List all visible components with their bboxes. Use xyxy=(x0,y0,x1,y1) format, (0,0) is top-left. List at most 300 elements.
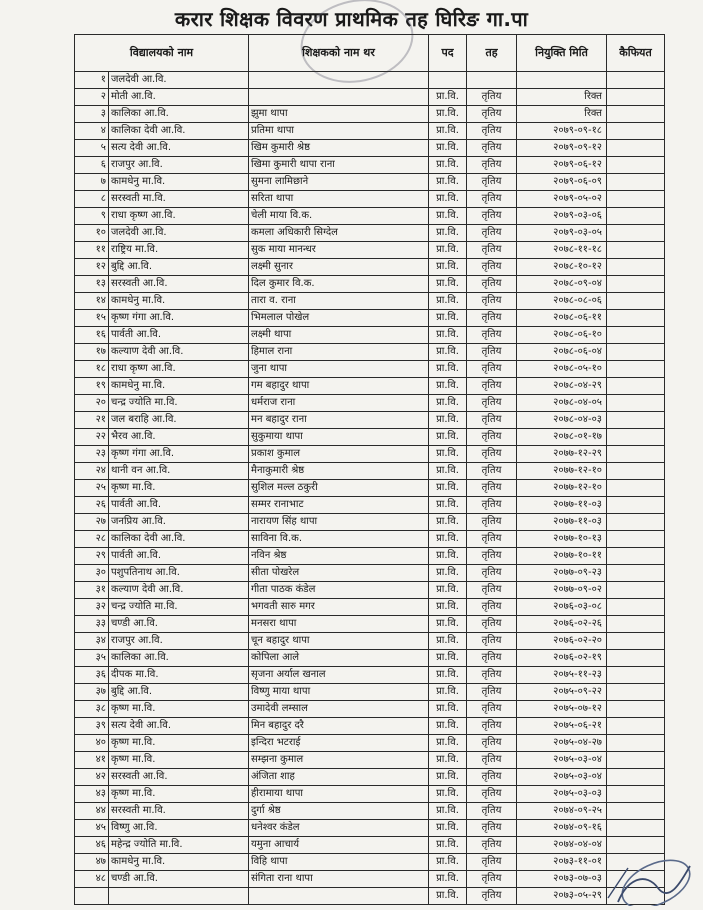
header-teacher: शिक्षकको नाम थर xyxy=(249,35,429,72)
level: तृतिय xyxy=(467,259,517,276)
school-name: कामधेनु मा.वि. xyxy=(109,854,249,871)
table-row xyxy=(75,72,665,89)
appointment-date: २०७७-०९-०२ xyxy=(517,582,607,599)
row-number: ३४ xyxy=(75,633,109,650)
appointment-date: २०७७-०९-२३ xyxy=(517,565,607,582)
school-name: कालिका आ.वि. xyxy=(109,106,249,123)
table-row xyxy=(75,225,665,242)
table-row xyxy=(75,769,665,786)
table-row xyxy=(75,599,665,616)
school-name: कल्याण देवी आ.वि. xyxy=(109,582,249,599)
table-row xyxy=(75,565,665,582)
remark xyxy=(607,327,665,344)
school-name: महेन्द्र ज्योति मा.वि. xyxy=(109,837,249,854)
header-school: विद्यालयको नाम xyxy=(75,35,249,72)
appointment-date: २०७७-११-०३ xyxy=(517,514,607,531)
post: प्रा.वि. xyxy=(429,157,467,174)
teacher-name: संगिता राना थापा xyxy=(249,871,429,888)
row-number: २७ xyxy=(75,514,109,531)
appointment-date: २०७४-०९-२५ xyxy=(517,803,607,820)
post: प्रा.वि. xyxy=(429,803,467,820)
remark xyxy=(607,769,665,786)
table-row xyxy=(75,344,665,361)
remark xyxy=(607,667,665,684)
level: तृतिय xyxy=(467,106,517,123)
level: तृतिय xyxy=(467,157,517,174)
remark xyxy=(607,259,665,276)
post: प्रा.वि. xyxy=(429,667,467,684)
appointment-date: २०७६-०३-०८ xyxy=(517,599,607,616)
school-name: पशुपतिनाथ आ.वि. xyxy=(109,565,249,582)
school-name: कृष्ण मा.वि. xyxy=(109,752,249,769)
school-name: कामधेनु मा.वि. xyxy=(109,378,249,395)
remark xyxy=(607,446,665,463)
row-number: २५ xyxy=(75,480,109,497)
appointment-date: २०७८-०४-२९ xyxy=(517,378,607,395)
level: तृतिय xyxy=(467,123,517,140)
post: प्रा.वि. xyxy=(429,293,467,310)
row-number: ३९ xyxy=(75,718,109,735)
level: तृतिय xyxy=(467,480,517,497)
school-name: बुद्दि आ.वि. xyxy=(109,259,249,276)
remark xyxy=(607,191,665,208)
level: तृतिय xyxy=(467,548,517,565)
table-row xyxy=(75,140,665,157)
teacher-name: झुमा थापा xyxy=(249,106,429,123)
table-row xyxy=(75,548,665,565)
table-row xyxy=(75,837,665,854)
school-name: राष्ट्रिय मा.वि. xyxy=(109,242,249,259)
post: प्रा.वि. xyxy=(429,191,467,208)
post: प्रा.वि. xyxy=(429,123,467,140)
post: प्रा.वि. xyxy=(429,242,467,259)
level: तृतिय xyxy=(467,412,517,429)
post: प्रा.वि. xyxy=(429,837,467,854)
school-name: कृष्ण मा.वि. xyxy=(109,735,249,752)
teacher-name: लक्ष्मी सुनार xyxy=(249,259,429,276)
row-number: १३ xyxy=(75,276,109,293)
row-number: १९ xyxy=(75,378,109,395)
appointment-date: २०७५-०६-२१ xyxy=(517,718,607,735)
remark xyxy=(607,633,665,650)
post: प्रा.वि. xyxy=(429,599,467,616)
teacher-name: धर्मराज राना xyxy=(249,395,429,412)
remark xyxy=(607,106,665,123)
school-name: बुद्दि आ.वि. xyxy=(109,684,249,701)
teacher-name: लक्ष्मी थापा xyxy=(249,327,429,344)
level: तृतिय xyxy=(467,191,517,208)
table-row xyxy=(75,310,665,327)
table-row xyxy=(75,803,665,820)
post: प्रा.वि. xyxy=(429,633,467,650)
level: तृतिय xyxy=(467,531,517,548)
remark xyxy=(607,140,665,157)
row-number: ३८ xyxy=(75,701,109,718)
row-number xyxy=(75,888,109,905)
school-name: विष्णु आ.वि. xyxy=(109,820,249,837)
level: तृतिय xyxy=(467,582,517,599)
row-number: ३७ xyxy=(75,684,109,701)
post: प्रा.वि. xyxy=(429,718,467,735)
row-number: १७ xyxy=(75,344,109,361)
table-row xyxy=(75,242,665,259)
appointment-date: २०७५-०३-०३ xyxy=(517,786,607,803)
level: तृतिय xyxy=(467,718,517,735)
school-name: चण्डी आ.वि. xyxy=(109,616,249,633)
row-number: २ xyxy=(75,89,109,106)
row-number: १६ xyxy=(75,327,109,344)
remark xyxy=(607,395,665,412)
remark xyxy=(607,888,665,905)
table-row xyxy=(75,497,665,514)
table-row xyxy=(75,531,665,548)
table-row xyxy=(75,718,665,735)
appointment-date: २०७८-०९-०४ xyxy=(517,276,607,293)
row-number: ६ xyxy=(75,157,109,174)
post: प्रा.वि. xyxy=(429,888,467,905)
teacher-name: उमादेवी लम्साल xyxy=(249,701,429,718)
level: तृतिय xyxy=(467,242,517,259)
header-post: पद xyxy=(429,35,467,72)
remark xyxy=(607,531,665,548)
school-name: मोती आ.वि. xyxy=(109,89,249,106)
level xyxy=(467,72,517,89)
appointment-date: २०७५-११-२३ xyxy=(517,667,607,684)
row-number: २८ xyxy=(75,531,109,548)
row-number: ३१ xyxy=(75,582,109,599)
teacher-name: इन्दिरा भटराई xyxy=(249,735,429,752)
post: प्रा.वि. xyxy=(429,820,467,837)
row-number: ४६ xyxy=(75,837,109,854)
table-row xyxy=(75,735,665,752)
teacher-name: सुक माया मानन्धर xyxy=(249,242,429,259)
school-name: सरस्वती मा.वि. xyxy=(109,191,249,208)
appointment-date: २०७८-०६-१० xyxy=(517,327,607,344)
table-row xyxy=(75,208,665,225)
table-row xyxy=(75,701,665,718)
appointment-date: २०७४-०९-१६ xyxy=(517,820,607,837)
remark xyxy=(607,480,665,497)
level: तृतिय xyxy=(467,854,517,871)
appointment-date: २०७९-०३-०५ xyxy=(517,225,607,242)
teacher-name: सीता पोखरेल xyxy=(249,565,429,582)
level: तृतिय xyxy=(467,786,517,803)
appointment-date: २०७८-०६-०४ xyxy=(517,344,607,361)
level: तृतिय xyxy=(467,735,517,752)
remark xyxy=(607,344,665,361)
remark xyxy=(607,854,665,871)
table-row xyxy=(75,667,665,684)
level: तृतिय xyxy=(467,514,517,531)
row-number: ४३ xyxy=(75,786,109,803)
row-number: २४ xyxy=(75,463,109,480)
teacher-name: चून बहादुर थापा xyxy=(249,633,429,650)
school-name: राजपुर आ.वि. xyxy=(109,633,249,650)
header-level: तह xyxy=(467,35,517,72)
row-number: २६ xyxy=(75,497,109,514)
appointment-date: २०७६-०२-२६ xyxy=(517,616,607,633)
teacher-name: अंजिता शाह xyxy=(249,769,429,786)
school-name: सरस्वती आ.वि. xyxy=(109,276,249,293)
level: तृतिय xyxy=(467,633,517,650)
remark xyxy=(607,72,665,89)
table-row xyxy=(75,633,665,650)
school-name: कल्याण देवी आ.वि. xyxy=(109,344,249,361)
row-number: १४ xyxy=(75,293,109,310)
appointment-date: रिक्त xyxy=(517,89,607,106)
remark xyxy=(607,157,665,174)
school-name: पार्वती आ.वि. xyxy=(109,327,249,344)
row-number: २१ xyxy=(75,412,109,429)
row-number: ३ xyxy=(75,106,109,123)
post: प्रा.वि. xyxy=(429,854,467,871)
appointment-date: २०७९-०५-०२ xyxy=(517,191,607,208)
row-number: ३५ xyxy=(75,650,109,667)
level: तृतिय xyxy=(467,463,517,480)
table-row xyxy=(75,157,665,174)
teacher-name: भगवती सारु मगर xyxy=(249,599,429,616)
appointment-date: २०७९-०९-१२ xyxy=(517,140,607,157)
table-row xyxy=(75,871,665,888)
post: प्रा.वि. xyxy=(429,310,467,327)
level: तृतिय xyxy=(467,378,517,395)
table-row xyxy=(75,327,665,344)
post: प्रा.वि. xyxy=(429,752,467,769)
school-name: कृष्ण मा.वि. xyxy=(109,786,249,803)
appointment-date: २०७९-०६-१२ xyxy=(517,157,607,174)
table-row xyxy=(75,480,665,497)
remark xyxy=(607,293,665,310)
post: प्रा.वि. xyxy=(429,684,467,701)
post: प्रा.वि. xyxy=(429,429,467,446)
level: तृतिय xyxy=(467,293,517,310)
teacher-name: सुमना लामिछाने xyxy=(249,174,429,191)
level: तृतिय xyxy=(467,667,517,684)
appointment-date: २०७८-०१-१७ xyxy=(517,429,607,446)
appointment-date: रिक्त xyxy=(517,106,607,123)
appointment-date: २०७५-०९-२२ xyxy=(517,684,607,701)
school-name: चण्डी आ.वि. xyxy=(109,871,249,888)
remark xyxy=(607,123,665,140)
row-number: ९ xyxy=(75,208,109,225)
remark xyxy=(607,208,665,225)
school-name xyxy=(109,888,249,905)
post xyxy=(429,72,467,89)
level: तृतिय xyxy=(467,310,517,327)
teacher-name: मनसरा थापा xyxy=(249,616,429,633)
remark xyxy=(607,684,665,701)
teacher-name: मन बहादुर राना xyxy=(249,412,429,429)
school-name: कामधेनु मा.वि. xyxy=(109,293,249,310)
post: प्रा.वि. xyxy=(429,276,467,293)
post: प्रा.वि. xyxy=(429,378,467,395)
level: तृतिय xyxy=(467,327,517,344)
row-number: १० xyxy=(75,225,109,242)
appointment-date: २०७६-०२-१९ xyxy=(517,650,607,667)
teacher-name xyxy=(249,888,429,905)
level: तृतिय xyxy=(467,344,517,361)
school-name: थानी वन आ.वि. xyxy=(109,463,249,480)
remark xyxy=(607,837,665,854)
teacher-name: भिमलाल पोखेल xyxy=(249,310,429,327)
level: तृतिय xyxy=(467,803,517,820)
post: प्रा.वि. xyxy=(429,735,467,752)
level: तृतिय xyxy=(467,225,517,242)
post: प्रा.वि. xyxy=(429,582,467,599)
remark xyxy=(607,786,665,803)
row-number: २९ xyxy=(75,548,109,565)
post: प्रा.वि. xyxy=(429,565,467,582)
teacher-name: सम्मर रानाभाट xyxy=(249,497,429,514)
post: प्रा.वि. xyxy=(429,786,467,803)
appointment-date: २०७५-०४-२७ xyxy=(517,735,607,752)
level: तृतिय xyxy=(467,174,517,191)
post: प्रा.वि. xyxy=(429,548,467,565)
post: प्रा.वि. xyxy=(429,412,467,429)
teacher-name: गम बहादुर थापा xyxy=(249,378,429,395)
remark xyxy=(607,89,665,106)
level: तृतिय xyxy=(467,565,517,582)
appointment-date: २०७५-०३-०४ xyxy=(517,769,607,786)
level: तृतिय xyxy=(467,650,517,667)
page-title: करार शिक्षक विवरण प्राथमिक तह घिरिङ गा.पा xyxy=(174,7,529,31)
teacher-name: जुना थापा xyxy=(249,361,429,378)
row-number: ४८ xyxy=(75,871,109,888)
teacher-name: मिन बहादुर दरै xyxy=(249,718,429,735)
school-name: जनप्रिय आ.वि. xyxy=(109,514,249,531)
table-row xyxy=(75,752,665,769)
appointment-date: २०७८-१०-१२ xyxy=(517,259,607,276)
table-row xyxy=(75,429,665,446)
header-remark: कैफियत xyxy=(607,35,665,72)
teacher-name: साविना वि.क. xyxy=(249,531,429,548)
level: तृतिय xyxy=(467,871,517,888)
appointment-date: २०७५-०३-०४ xyxy=(517,752,607,769)
teacher-name: सृजना अर्याल खनाल xyxy=(249,667,429,684)
teacher-name: गीता पाठक कंडेल xyxy=(249,582,429,599)
teacher-name: मैनाकुमारी श्रेष्ठ xyxy=(249,463,429,480)
post: प्रा.वि. xyxy=(429,497,467,514)
appointment-date: २०७८-०५-१० xyxy=(517,361,607,378)
school-name: जलदेवी आ.वि. xyxy=(109,225,249,242)
post: प्रा.वि. xyxy=(429,871,467,888)
remark xyxy=(607,803,665,820)
remark xyxy=(607,735,665,752)
row-number: ३६ xyxy=(75,667,109,684)
row-number: ४० xyxy=(75,735,109,752)
post: प्रा.वि. xyxy=(429,106,467,123)
post: प्रा.वि. xyxy=(429,344,467,361)
school-name: सत्य देवी आ.वि. xyxy=(109,718,249,735)
row-number: ८ xyxy=(75,191,109,208)
remark xyxy=(607,514,665,531)
school-name: पार्वती आ.वि. xyxy=(109,548,249,565)
appointment-date: २०७८-०४-०५ xyxy=(517,395,607,412)
teacher-name: विहि थापा xyxy=(249,854,429,871)
appointment-date: २०७८-०६-११ xyxy=(517,310,607,327)
post: प्रा.वि. xyxy=(429,446,467,463)
row-number: २० xyxy=(75,395,109,412)
post: प्रा.वि. xyxy=(429,480,467,497)
post: प्रा.वि. xyxy=(429,208,467,225)
appointment-date: २०७७-११-०३ xyxy=(517,497,607,514)
level: तृतिय xyxy=(467,684,517,701)
school-name: सत्य देवी आ.वि. xyxy=(109,140,249,157)
teacher-name xyxy=(249,72,429,89)
header-date: नियुक्ति मिति xyxy=(517,35,607,72)
school-name: कृष्ण मा.वि. xyxy=(109,701,249,718)
post: प्रा.वि. xyxy=(429,259,467,276)
school-name: पार्वती आ.वि. xyxy=(109,497,249,514)
table-row xyxy=(75,616,665,633)
teacher-name xyxy=(249,89,429,106)
appointment-date: २०७५-०७-१२ xyxy=(517,701,607,718)
school-name: सरस्वती आ.वि. xyxy=(109,769,249,786)
table-row xyxy=(75,191,665,208)
teacher-name: हीरामाया थापा xyxy=(249,786,429,803)
teacher-name: कोपिला आले xyxy=(249,650,429,667)
school-name: कृष्ण गंगा आ.वि. xyxy=(109,446,249,463)
post: प्रा.वि. xyxy=(429,395,467,412)
row-number: ४१ xyxy=(75,752,109,769)
row-number: ३० xyxy=(75,565,109,582)
table-row xyxy=(75,446,665,463)
row-number: ३२ xyxy=(75,599,109,616)
school-name: सरस्वती मा.वि. xyxy=(109,803,249,820)
remark xyxy=(607,565,665,582)
row-number: ४४ xyxy=(75,803,109,820)
school-name: राधा कृष्ण आ.वि. xyxy=(109,208,249,225)
remark xyxy=(607,225,665,242)
table-row xyxy=(75,514,665,531)
table-header-row xyxy=(75,35,665,72)
level: तृतिय xyxy=(467,616,517,633)
level: तृतिय xyxy=(467,361,517,378)
row-number: १८ xyxy=(75,361,109,378)
post: प्रा.वि. xyxy=(429,769,467,786)
post: प्रा.वि. xyxy=(429,514,467,531)
appointment-date: २०७७-१२-२९ xyxy=(517,446,607,463)
level: तृतिय xyxy=(467,599,517,616)
teacher-name: चेली माया वि.क. xyxy=(249,208,429,225)
teacher-name: सम्झना कुमाल xyxy=(249,752,429,769)
appointment-date: २०७३-०७-०३ xyxy=(517,871,607,888)
level: तृतिय xyxy=(467,276,517,293)
table-row xyxy=(75,259,665,276)
appointment-date: २०७७-१०-११ xyxy=(517,548,607,565)
table-row xyxy=(75,463,665,480)
teacher-name: कमला अधिकारी सिग्देल xyxy=(249,225,429,242)
teacher-name: नविन श्रेष्ठ xyxy=(249,548,429,565)
appointment-date: २०७७-१०-१३ xyxy=(517,531,607,548)
teacher-name: दुर्गा श्रेष्ठ xyxy=(249,803,429,820)
remark xyxy=(607,310,665,327)
level: तृतिय xyxy=(467,837,517,854)
teacher-name: विष्णु माया थापा xyxy=(249,684,429,701)
table-row xyxy=(75,106,665,123)
level: तृतिय xyxy=(467,429,517,446)
remark xyxy=(607,752,665,769)
teacher-name: सुकुमाया थापा xyxy=(249,429,429,446)
post: प्रा.वि. xyxy=(429,361,467,378)
teacher-name: प्रकाश कुमाल xyxy=(249,446,429,463)
table-row xyxy=(75,650,665,667)
table-row xyxy=(75,582,665,599)
table-row xyxy=(75,854,665,871)
table-row xyxy=(75,361,665,378)
row-number: १२ xyxy=(75,259,109,276)
remark xyxy=(607,871,665,888)
